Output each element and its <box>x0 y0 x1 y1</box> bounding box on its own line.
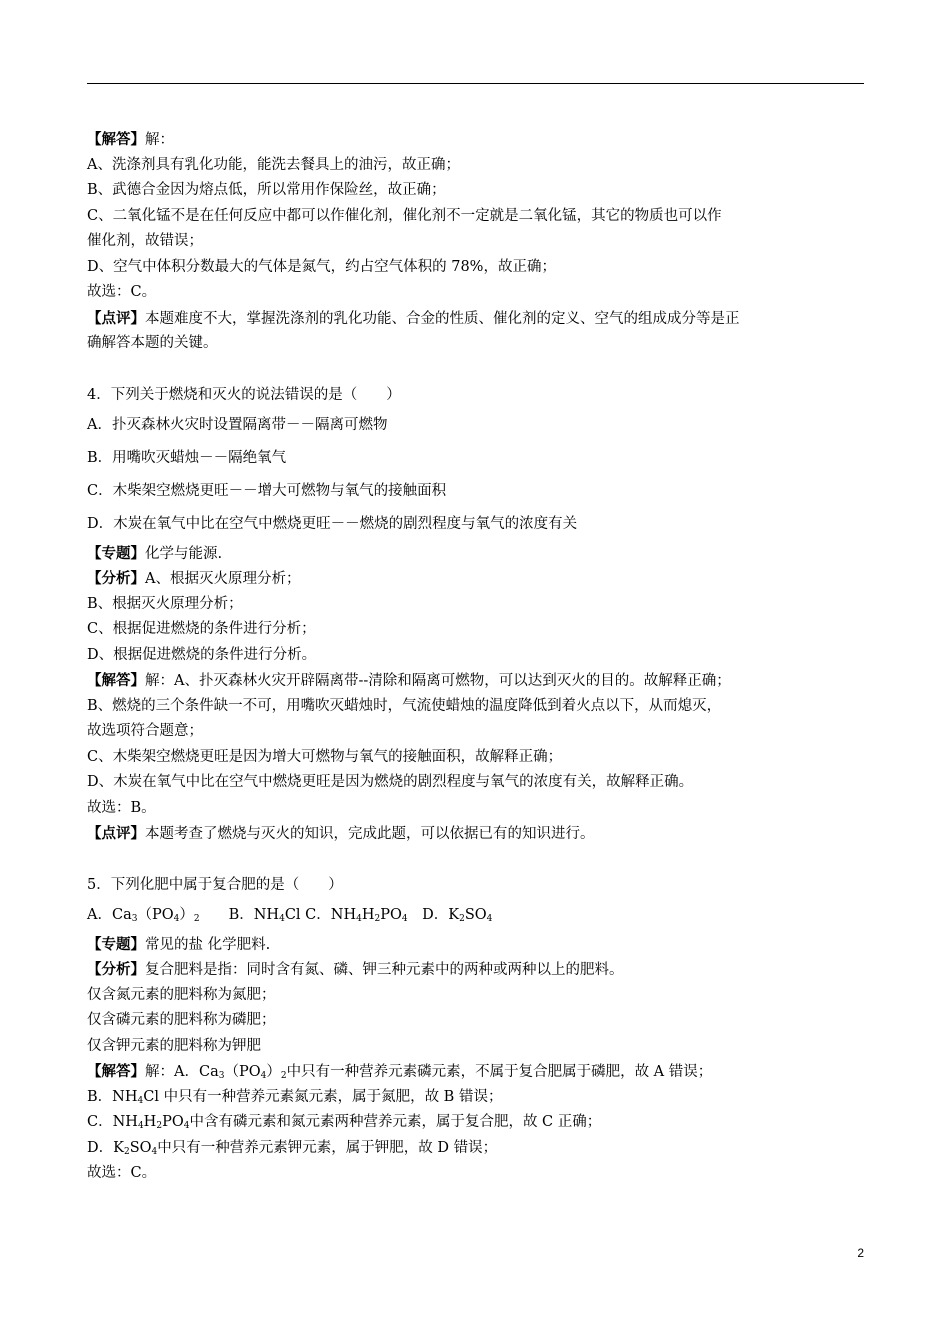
q4-option-d: D．木炭在氧气中比在空气中燃烧更旺－－燃烧的剧烈程度与氧气的浓度有关 <box>87 515 578 532</box>
q5-topic: 【专题】常见的盐 化学肥料. <box>87 935 271 953</box>
q5-question: 5．下列化肥中属于复合肥的是（ ） <box>87 876 343 893</box>
q5-option-c: C．$NH_4H_2PO_4$ <box>305 906 408 924</box>
q5-answer-b: B．$NH_4Cl$ 中只有一种营养元素氮元素，属于氮肥，故 B 错误； <box>87 1088 503 1106</box>
comment-tag: 【点评】 <box>87 825 145 842</box>
q5-option-a: A．$Ca_3(PO_4)_2$ <box>87 906 200 924</box>
page-content <box>87 127 872 1187</box>
q3-answer-line: D、空气中体积分数最大的气体是氮气，约占空气体积的 78%，故正确； <box>87 258 556 275</box>
q4-answer-line: D、木炭在氧气中比在空气中燃烧更旺是因为燃烧的剧烈程度与氧气的浓度有关，故解释正确。 <box>87 774 694 790</box>
q3-answer-line: C、二氧化锰不是在任何反应中都可以作催化剂，催化剂不一定就是二氧化锰，其它的物质也可以作 <box>87 207 722 224</box>
topic-tag: 【专题】 <box>87 544 145 562</box>
q4-answer: 【解答】解：A、扑灭森林火灾开辟隔离带--清除和隔离可燃物，可以达到灭火的目的。故解释正确； <box>87 672 731 689</box>
q4-answer-line: 故选项符合题意； <box>87 723 203 739</box>
q4-question: 4．下列关于燃烧和灭火的说法错误的是（ ） <box>87 386 401 403</box>
analysis-tag: 【分析】 <box>87 961 145 978</box>
answer-tag: 【解答】 <box>87 672 145 689</box>
q5-option-d: D．$K_2SO_4$ <box>422 906 493 924</box>
page-number: 2 <box>857 1246 864 1260</box>
q5-analysis-line: 仅含磷元素的肥料称为磷肥； <box>87 1012 276 1028</box>
q4-analysis-line: B、根据灭火原理分析； <box>87 595 243 612</box>
q5-options <box>87 899 872 932</box>
q3-conclusion: 故选：C。 <box>87 284 157 300</box>
q4-answer-line: C、木柴架空燃烧更旺是因为增大可燃物与氧气的接触面积，故解释正确； <box>87 748 563 765</box>
q5-answer-a: 【解答】解：A．$Ca_3(PO_4)_2$中只有一种营养元素磷元素，不属于复合肥属于磷肥，故 A 错误； <box>87 1063 713 1081</box>
q5-option-b: B．$NH_4Cl$ <box>228 906 301 924</box>
q4-option-c: C．木柴架空燃烧更旺－－增大可燃物与氧气的接触面积 <box>87 482 447 499</box>
q3-comment: 【点评】本题难度不大，掌握洗涤剂的乳化功能、合金的性质、催化剂的定义、空气的组成成分等是正 <box>87 309 740 327</box>
q5-analysis-line: 仅含钾元素的肥料称为钾肥 <box>87 1037 261 1054</box>
q4-option-b: B．用嘴吹灭蜡烛－－隔绝氧气 <box>87 449 287 466</box>
q3-answer-line: A、洗涤剂具有乳化功能，能洗去餐具上的油污，故正确； <box>87 156 460 173</box>
q3-answer-line: 催化剂，故错误； <box>87 233 203 249</box>
answer-tag: 【解答】 <box>87 1063 145 1080</box>
q4-option-a: A．扑灭森林火灾时设置隔离带－－隔离可燃物 <box>87 416 388 433</box>
q4-answer-line: B、燃烧的三个条件缺一不可，用嘴吹灭蜡烛时，气流使蜡烛的温度降低到着火点以下，从而熄灭， <box>87 697 722 714</box>
topic-tag: 【专题】 <box>87 935 145 953</box>
q5-answer-c: C．$NH_4H_2PO_4$中含有磷元素和氮元素两种营养元素，属于复合肥，故 C 正确； <box>87 1114 602 1131</box>
header-rule <box>87 83 864 84</box>
answer-tag: 【解答】 <box>87 131 145 148</box>
q4-analysis: 【分析】A、根据灭火原理分析； <box>87 570 301 587</box>
analysis-tag: 【分析】 <box>87 570 145 587</box>
q5-conclusion: 故选：C。 <box>87 1165 157 1181</box>
q5-analysis-line: 仅含氮元素的肥料称为氮肥； <box>87 986 276 1003</box>
q3-answer-line: B、武德合金因为熔点低，所以常用作保险丝，故正确； <box>87 182 446 198</box>
q3-comment-line: 确解答本题的关键。 <box>87 335 218 351</box>
q4-comment: 【点评】本题考查了燃烧与灭火的知识，完成此题，可以依据已有的知识进行。 <box>87 825 595 842</box>
q3-answer-header: 【解答】解： <box>87 131 174 148</box>
q5-analysis: 【分析】复合肥料是指：同时含有氮、磷、钾三种元素中的两种或两种以上的肥料。 <box>87 961 624 978</box>
q4-analysis-line: C、根据促进燃烧的条件进行分析； <box>87 621 316 637</box>
comment-tag: 【点评】 <box>87 309 145 327</box>
q4-topic: 【专题】化学与能源. <box>87 544 223 562</box>
q4-analysis-line: D、根据促进燃烧的条件进行分析。 <box>87 646 317 663</box>
q5-answer-d: D．$K_2SO_4$中只有一种营养元素钾元素，属于钾肥，故 D 错误； <box>87 1139 498 1157</box>
q4-conclusion: 故选：B。 <box>87 799 156 816</box>
